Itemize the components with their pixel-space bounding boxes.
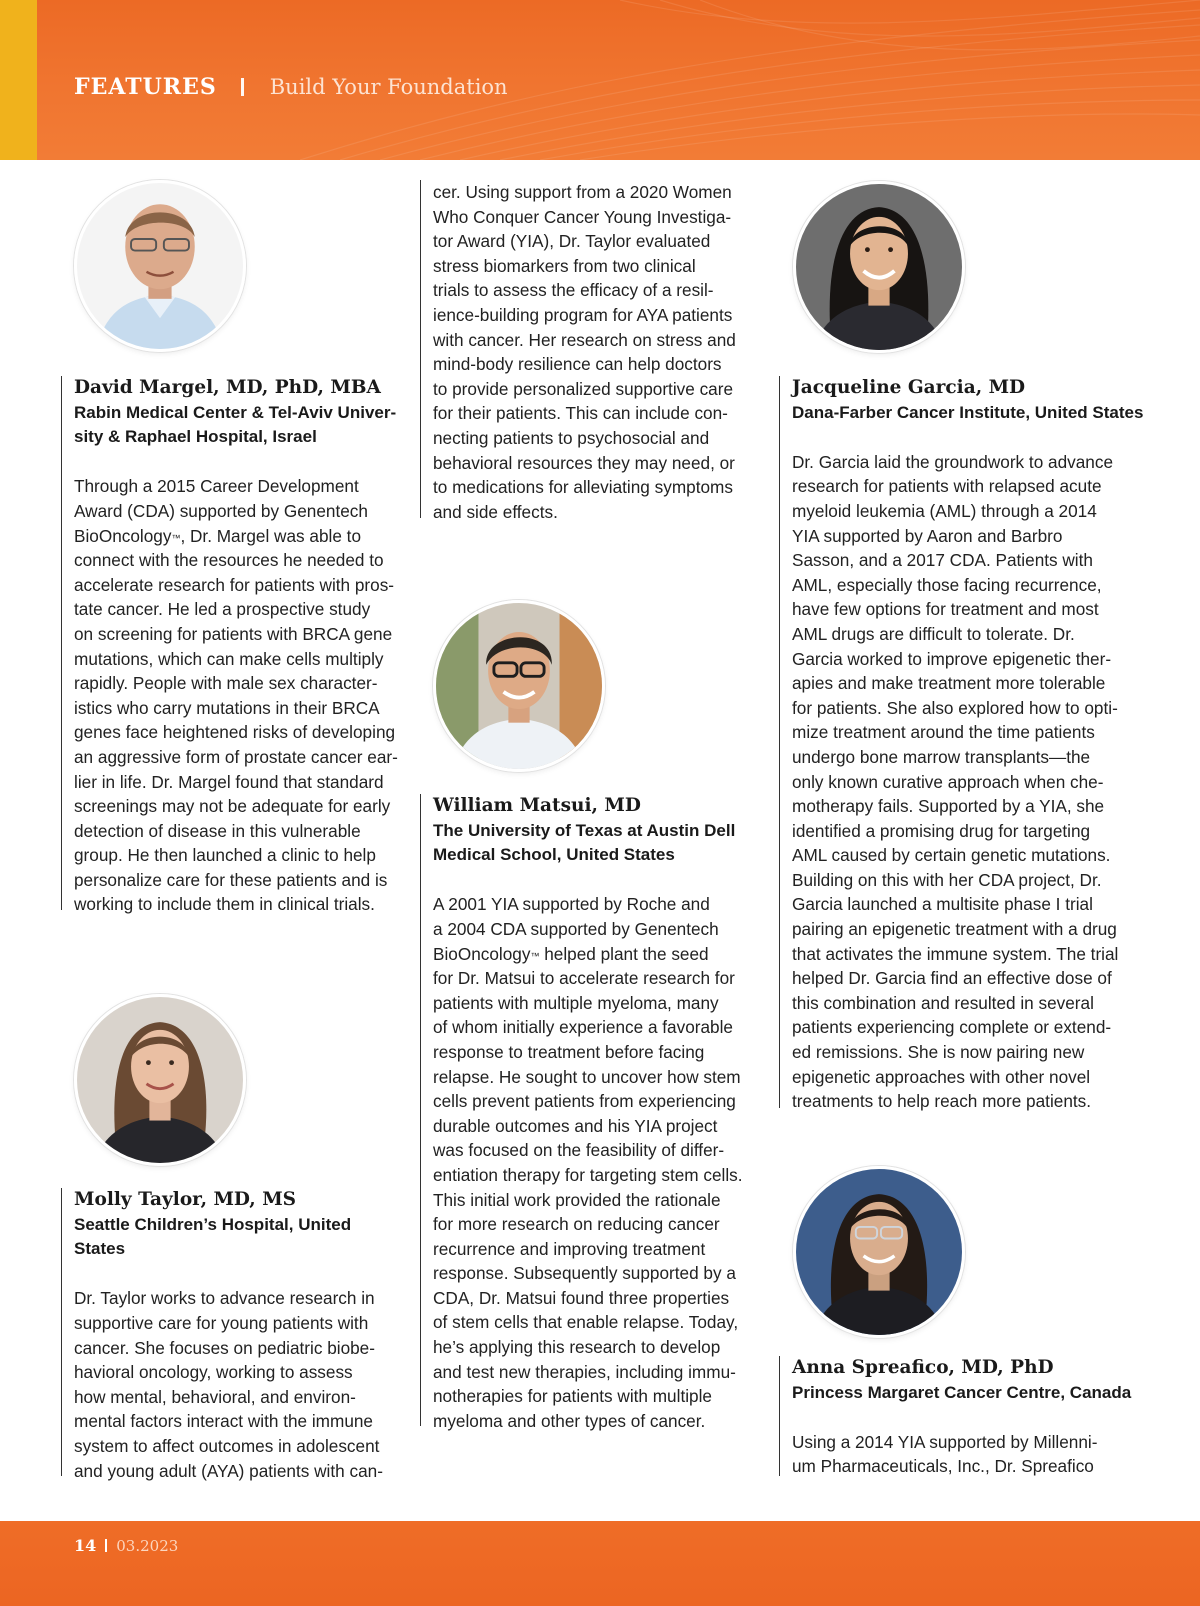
bio-line: cer. Using support from a 2020 Women — [433, 182, 732, 202]
bio-line: patients with multiple myeloma, many — [433, 992, 719, 1013]
bio-line: personalize care for these patients and is — [74, 869, 388, 890]
bio-line: how mental, behavioral, and environ- — [74, 1386, 356, 1407]
bio-line: system to affect outcomes in adolescent — [74, 1435, 380, 1456]
taylor-name: Molly Taylor, MD, MS — [74, 1189, 297, 1210]
taylor-profile — [61, 1188, 411, 1481]
bio-line: motherapy fails. Supported by a YIA, she — [792, 796, 1105, 817]
affiliation-line: Princess Margaret Cancer Centre, Canada — [792, 1382, 1132, 1402]
header-title-row — [74, 74, 508, 100]
bio-line: working to include them in clinical trials. — [74, 894, 375, 915]
margel-profile — [61, 376, 411, 915]
spreafico-photo — [793, 1166, 965, 1338]
bio-line: cancer. She focuses on pediatric biobe- — [74, 1337, 375, 1358]
garcia-profile — [779, 376, 1149, 1112]
matsui-bio — [433, 892, 772, 1433]
affiliation-line: Rabin Medical Center & Tel-Aviv Univer- — [74, 402, 397, 422]
bio-line: mind-body resilience can help doctors — [433, 354, 722, 375]
bio-line: Garcia worked to improve epigenetic ther- — [792, 648, 1112, 669]
bio-line: A 2001 YIA supported by Roche and — [433, 894, 710, 915]
bio-line: undergo bone marrow transplants—the — [792, 746, 1091, 767]
accent-stripe — [0, 0, 37, 160]
bio-line: apies and make treatment more tolerable — [792, 673, 1106, 694]
bio-line: for patients. She also explored how to opti- — [792, 697, 1118, 718]
spreafico-name: Anna Spreafico, MD, PhD — [792, 1357, 1054, 1378]
bio-line: trials to assess the efficacy of a resil- — [433, 280, 714, 301]
bio-line: accelerate research for patients with pros- — [74, 574, 395, 595]
garcia-bio — [792, 450, 1149, 1114]
bio-line: for Dr. Matsui to accelerate research for — [433, 968, 735, 989]
spreafico-profile — [779, 1356, 1149, 1476]
bio-line — [74, 524, 411, 549]
margel-name: David Margel, MD, PhD, MBA — [74, 377, 381, 398]
margel-bio — [74, 474, 411, 917]
spreafico-affiliation — [792, 1381, 1149, 1406]
bio-line: istics who carry mutations in their BRCA — [74, 697, 380, 718]
bio-line: Through a 2015 Career Development — [74, 476, 359, 497]
bio-line: stress biomarkers from two clinical — [433, 255, 696, 276]
matsui-name: William Matsui, MD — [433, 795, 641, 816]
taylor-bio-continuation — [420, 180, 772, 522]
bio-line: AML, especially those facing recurrence, — [792, 574, 1102, 595]
page-footer — [0, 1521, 1200, 1606]
garcia-photo — [793, 181, 965, 353]
affiliation-line: States — [74, 1239, 126, 1259]
bio-line: pairing an epigenetic treatment with a drug — [792, 919, 1117, 940]
bio-line: havioral oncology, working to assess — [74, 1362, 353, 1383]
bio-line: myeloma and other types of cancer. — [433, 1410, 706, 1431]
taylor-affiliation — [74, 1213, 411, 1262]
bio-line: Garcia launched a multisite phase I trial — [792, 894, 1093, 915]
bio-fragment: helped plant the seed — [539, 943, 709, 964]
bio-line: ience-building program for AYA patients — [433, 304, 733, 325]
bio-line: for their patients. This can include con- — [433, 403, 728, 424]
matsui-photo — [433, 600, 605, 772]
bio-line: behavioral resources they may need, or — [433, 452, 735, 473]
bio-line — [433, 942, 772, 967]
bio-line: entiation therapy for targeting stem cells. — [433, 1164, 743, 1185]
header-divider — [241, 78, 244, 96]
bio-line: notherapies for patients with multiple — [433, 1386, 712, 1407]
bio-line: connect with the resources he needed to — [74, 550, 384, 571]
person-photo-icon — [796, 184, 962, 350]
bio-line: to provide personalized supportive care — [433, 378, 734, 399]
bio-line: Building on this with her CDA project, Dr. — [792, 869, 1102, 890]
garcia-name: Jacqueline Garcia, MD — [792, 377, 1026, 398]
bio-line: and young adult (AYA) patients with can- — [74, 1460, 383, 1481]
bio-line: Sasson, and a 2017 CDA. Patients with — [792, 550, 1093, 571]
bio-line: an aggressive form of prostate cancer ear- — [74, 746, 398, 767]
taylor-photo — [74, 994, 246, 1166]
bio-line: relapse. He sought to uncover how stem — [433, 1066, 741, 1087]
bio-line: myeloid leukemia (AML) through a 2014 — [792, 500, 1097, 521]
bio-line: of stem cells that enable relapse. Today, — [433, 1312, 739, 1333]
person-photo-icon — [796, 1169, 962, 1335]
affiliation-line: Dana-Farber Cancer Institute, United States — [792, 402, 1144, 422]
bio-fragment: BioOncology — [74, 525, 172, 546]
bio-line: screenings may not be adequate for early — [74, 796, 391, 817]
bio-line: lier in life. Dr. Margel found that standard — [74, 771, 384, 792]
bio-line: Dr. Taylor works to advance research in — [74, 1288, 375, 1309]
bio-line: recurrence and improving treatment — [433, 1238, 706, 1259]
bio-line: tor Award (YIA), Dr. Taylor evaluated — [433, 231, 711, 252]
bio-line: detection of disease in this vulnerable — [74, 820, 361, 841]
footer-row — [74, 1536, 178, 1555]
bio-line: rapidly. People with male sex character- — [74, 673, 378, 694]
bio-line: mutations, which can make cells multiply — [74, 648, 384, 669]
person-photo-icon — [436, 603, 602, 769]
bio-line: ed remissions. She is now pairing new — [792, 1042, 1085, 1063]
bio-line: patients experiencing complete or extend- — [792, 1017, 1112, 1038]
bio-line: Using a 2014 YIA supported by Millenni- — [792, 1431, 1098, 1452]
bio-line: treatments to help reach more patients. — [792, 1091, 1092, 1112]
bio-line: necting patients to psychosocial and — [433, 427, 710, 448]
margel-affiliation — [74, 401, 411, 450]
taylor-bio — [74, 1286, 411, 1483]
bio-fragment: , Dr. Margel was able to — [180, 525, 361, 546]
trademark-symbol: ™ — [530, 950, 540, 961]
bio-line: of whom initially experience a favorable — [433, 1017, 733, 1038]
matsui-affiliation — [433, 819, 772, 868]
bio-line: response to treatment before facing — [433, 1041, 705, 1062]
bio-line: Dr. Garcia laid the groundwork to advance — [792, 451, 1114, 472]
affiliation-line: sity & Raphael Hospital, Israel — [74, 427, 317, 447]
affiliation-line: The University of Texas at Austin Dell — [433, 820, 736, 840]
bio-line: AML drugs are difficult to tolerate. Dr. — [792, 623, 1075, 644]
page-header — [0, 0, 1200, 160]
bio-line: mental factors interact with the immune — [74, 1411, 373, 1432]
bio-line: helped Dr. Garcia find an effective dose of — [792, 968, 1112, 989]
bio-line: with cancer. Her research on stress and — [433, 329, 736, 350]
affiliation-line: Seattle Children’s Hospital, United — [74, 1214, 352, 1234]
bio-line: was focused on the feasibility of differ- — [433, 1140, 725, 1161]
bio-line: only known curative approach when che- — [792, 771, 1104, 792]
bio-line: YIA supported by Aaron and Barbro — [792, 525, 1063, 546]
bio-line: supportive care for young patients with — [74, 1312, 369, 1333]
bio-line: um Pharmaceuticals, Inc., Dr. Spreafico — [792, 1456, 1094, 1477]
bio-line: identified a promising drug for targeting — [792, 820, 1091, 841]
bio-line: Award (CDA) supported by Genentech — [74, 500, 368, 521]
bio-line: he’s applying this research to develop — [433, 1337, 721, 1358]
bio-line: durable outcomes and his YIA project — [433, 1115, 718, 1136]
margel-photo — [74, 180, 246, 352]
bio-line: cells prevent patients from experiencing — [433, 1091, 736, 1112]
matsui-profile — [420, 794, 772, 1431]
bio-line: on screening for patients with BRCA gene — [74, 623, 393, 644]
bio-line: have few options for treatment and most — [792, 599, 1099, 620]
affiliation-line: Medical School, United States — [433, 845, 675, 865]
bio-line: and test new therapies, including immu- — [433, 1361, 736, 1382]
trademark-symbol: ™ — [171, 532, 181, 543]
bio-line: a 2004 CDA supported by Genentech — [433, 918, 719, 939]
bio-line: genes face heightened risks of developing — [74, 722, 396, 743]
bio-line: epigenetic approaches with other novel — [792, 1066, 1091, 1087]
footer-divider — [105, 1539, 107, 1552]
bio-line: group. He then launched a clinic to help — [74, 845, 376, 866]
page-number: 14 — [74, 1536, 97, 1555]
person-photo-icon — [77, 997, 243, 1163]
bio-line: to medications for alleviating symptoms — [433, 477, 733, 498]
bio-fragment: BioOncology — [433, 943, 531, 964]
bio-line: this combination and resulted in several — [792, 992, 1094, 1013]
bio-line: AML caused by certain genetic mutations. — [792, 845, 1111, 866]
garcia-affiliation — [792, 401, 1149, 426]
bio-line: This initial work provided the rationale — [433, 1189, 721, 1210]
bio-line: CDA, Dr. Matsui found three properties — [433, 1287, 730, 1308]
bio-line: and side effects. — [433, 501, 558, 522]
bio-line: tate cancer. He led a prospective study — [74, 599, 371, 620]
bio-line: that activates the immune system. The trial — [792, 943, 1119, 964]
person-photo-icon — [77, 183, 243, 349]
bio-line: for more research on reducing cancer — [433, 1214, 720, 1235]
issue-date: 03.2023 — [116, 1536, 179, 1555]
spreafico-bio — [792, 1430, 1149, 1479]
bio-line: Who Conquer Cancer Young Investiga- — [433, 206, 732, 227]
bio-line: response. Subsequently supported by a — [433, 1263, 736, 1284]
section-subtitle: Build Your Foundation — [269, 75, 508, 99]
bio-line: mize treatment around the time patients — [792, 722, 1095, 743]
section-label: FEATURES — [74, 74, 217, 100]
bio-line: research for patients with relapsed acute — [792, 476, 1102, 497]
